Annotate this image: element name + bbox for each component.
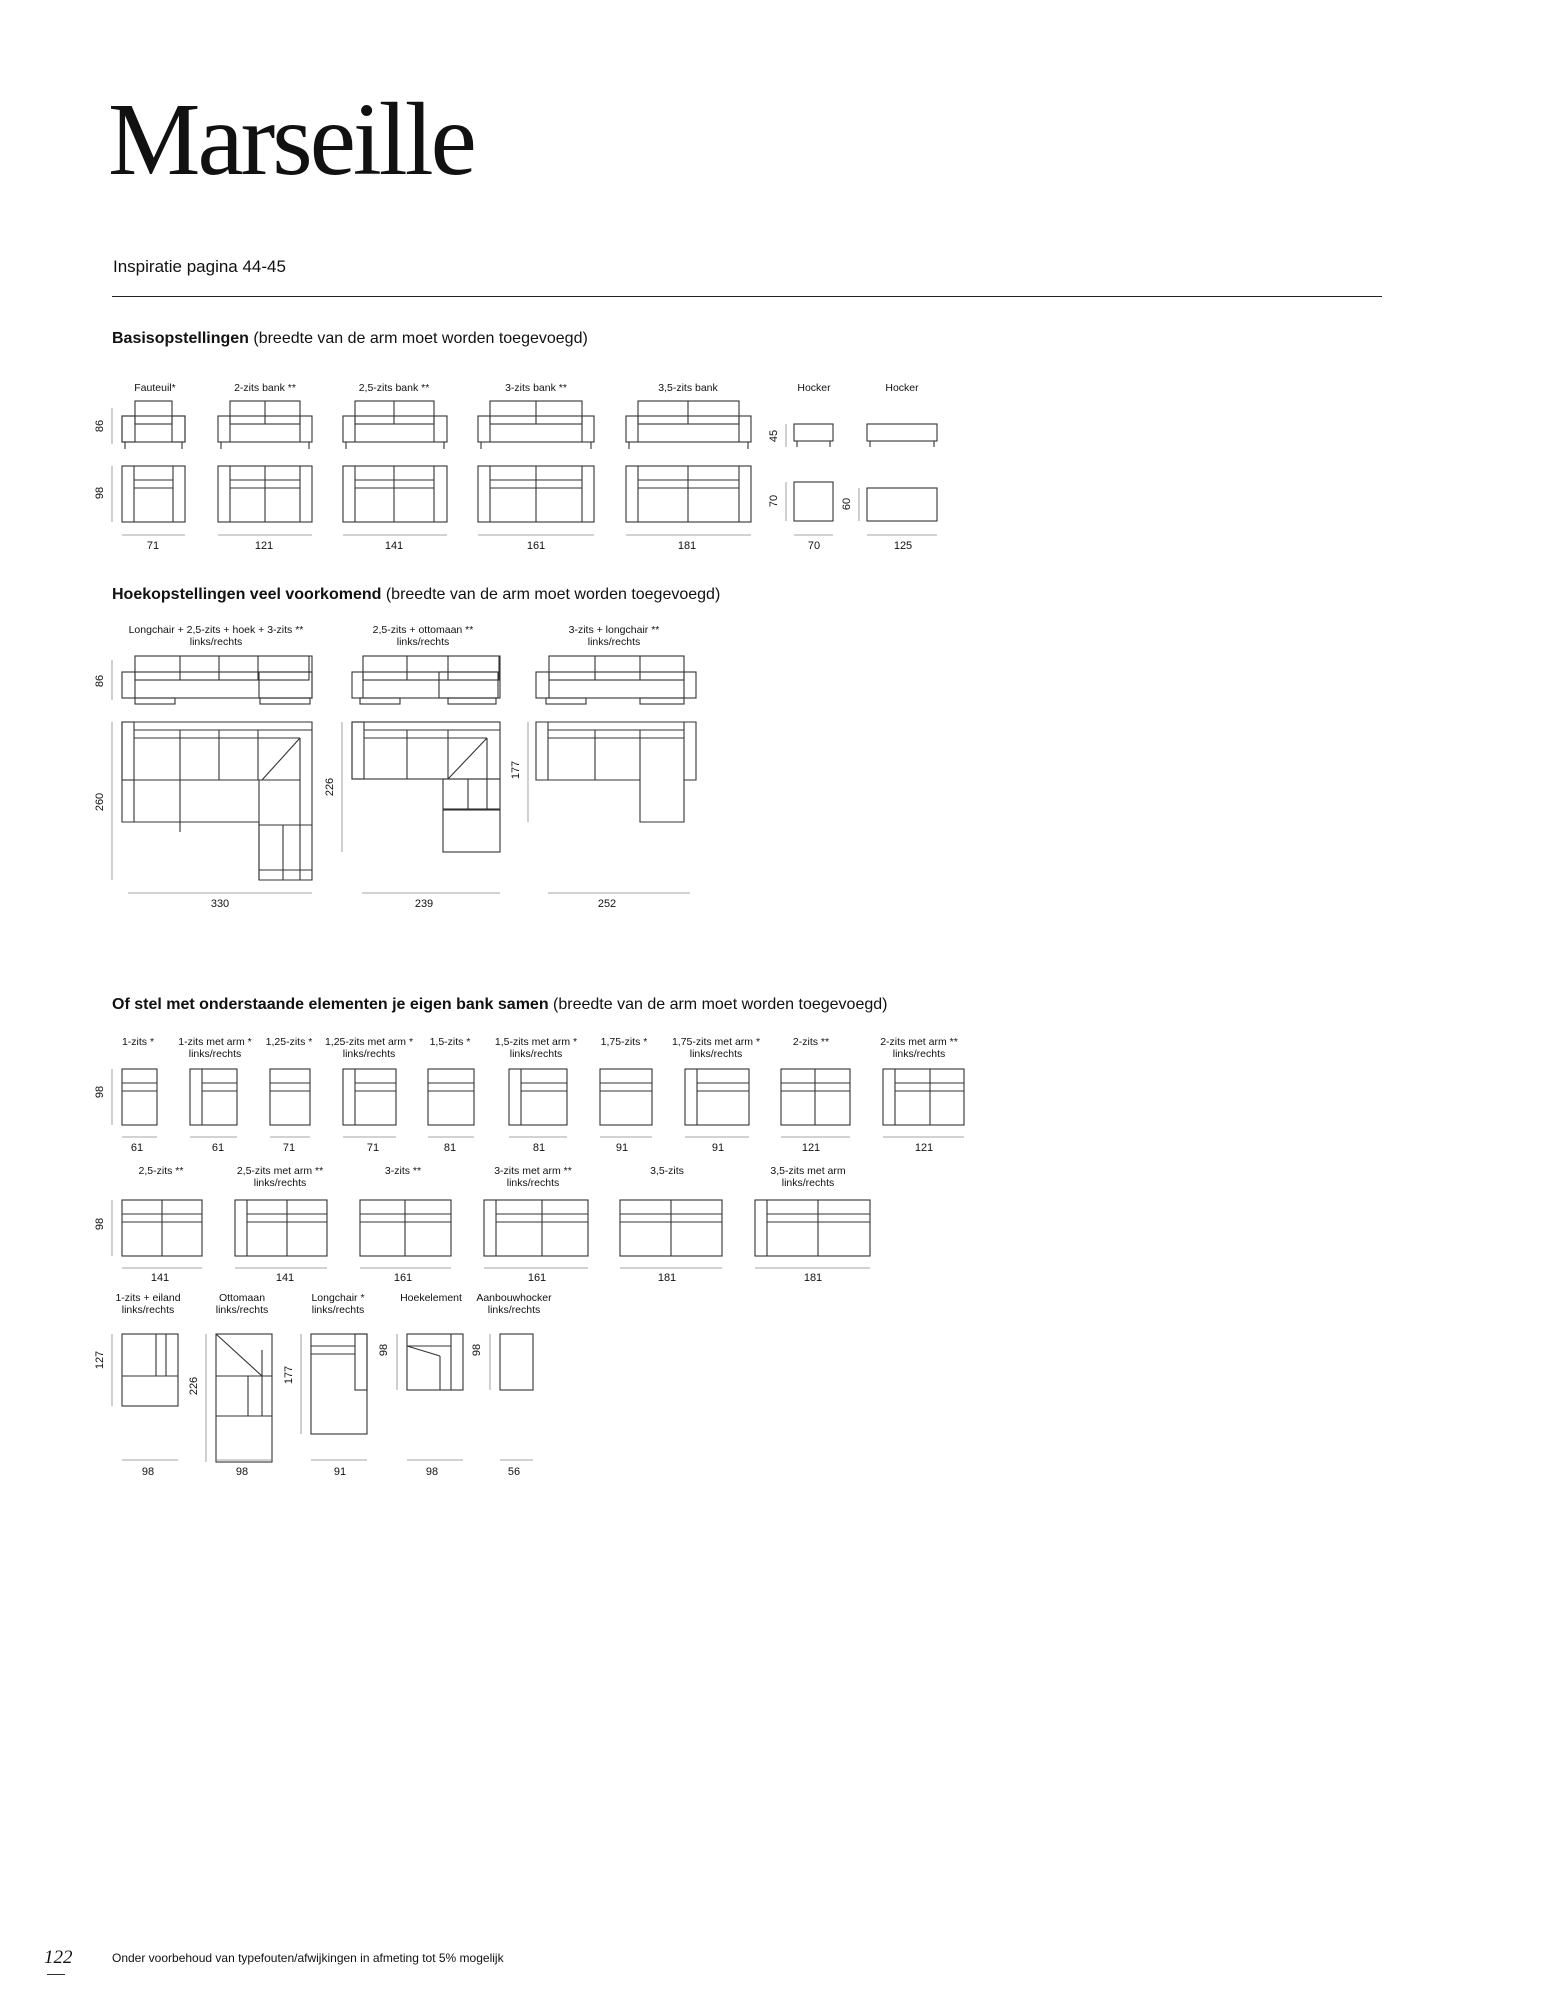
basis-label: Fauteuil*: [134, 382, 176, 394]
element-label: Ottomaan links/rechts: [215, 1292, 269, 1316]
element-label: 1-zits + eiland links/rechts: [115, 1292, 181, 1316]
width-dimension: 121: [801, 1142, 821, 1154]
width-dimension: 121: [254, 540, 274, 552]
aanbouwhocker-drawing: [500, 1334, 533, 1390]
hoek1-front-drawing: [122, 656, 312, 704]
2zits-top-drawing: [218, 466, 312, 522]
element-label: 2,5-zits met arm ** links/rechts: [236, 1165, 324, 1189]
hoek-dimension-lines: [112, 660, 690, 893]
175zits-arm-drawing: [685, 1069, 749, 1125]
basis-dimension-lines: [112, 408, 937, 535]
hoek2-front-drawing: [352, 656, 500, 704]
depth-dimension: 177: [510, 760, 522, 780]
hocker-small-drawing: [794, 424, 833, 521]
25zits-element-drawing: [122, 1200, 202, 1256]
depth-dimension: 98: [378, 1343, 390, 1357]
row3-dimension-lines: [112, 1334, 533, 1462]
hoek2-top-drawing: [352, 722, 500, 852]
35zits-arm-element-drawing: [755, 1200, 870, 1256]
hoek3-top-drawing: [536, 722, 696, 822]
width-dimension: 161: [526, 540, 546, 552]
hoekelement-drawing: [407, 1334, 463, 1390]
page-title: Marseille: [108, 82, 474, 197]
width-dimension: 71: [366, 1142, 380, 1154]
basis-label: Hocker: [797, 382, 831, 394]
width-dimension: 161: [527, 1272, 547, 1284]
hoek-drawings: [112, 656, 696, 893]
width-dimension: 141: [384, 540, 404, 552]
35zits-element-drawing: [620, 1200, 722, 1256]
2zits-arm-element-drawing: [883, 1069, 964, 1125]
element-label: 2-zits **: [792, 1036, 830, 1048]
basis-label: 3-zits bank **: [505, 382, 567, 394]
width-dimension: 98: [235, 1466, 249, 1478]
15zits-drawing: [428, 1069, 474, 1125]
width-dimension: 161: [393, 1272, 413, 1284]
depth-dimension: 127: [94, 1350, 106, 1370]
1zits-drawing: [122, 1069, 157, 1125]
width-dimension: 239: [414, 898, 434, 910]
element-row2-drawings: [112, 1200, 870, 1268]
175zits-drawing: [600, 1069, 652, 1125]
depth-dimension: 260: [94, 792, 106, 812]
3zits-front-drawing: [478, 401, 594, 449]
element-row3-drawings: [112, 1334, 533, 1462]
width-dimension: 141: [150, 1272, 170, 1284]
width-dimension: 181: [803, 1272, 823, 1284]
width-dimension: 61: [130, 1142, 144, 1154]
3zits-arm-element-drawing: [484, 1200, 588, 1256]
basis-label: 2-zits bank **: [234, 382, 296, 394]
element-label: 1,5-zits met arm * links/rechts: [494, 1036, 578, 1060]
width-dimension: 125: [893, 540, 913, 552]
2zits-element-drawing: [781, 1069, 850, 1125]
element-label: 1-zits met arm * links/rechts: [178, 1036, 252, 1060]
element-label: Hoekelement: [400, 1292, 462, 1304]
row1-dimension-lines: [112, 1069, 964, 1137]
fauteuil-front-drawing: [122, 401, 185, 449]
element-label: Longchair * links/rechts: [311, 1292, 365, 1316]
width-dimension: 141: [275, 1272, 295, 1284]
depth-dimension: 226: [188, 1376, 200, 1396]
row2-dimension-lines: [112, 1200, 870, 1268]
width-dimension: 98: [141, 1466, 155, 1478]
width-dimension: 71: [146, 540, 160, 552]
element-label: 3,5-zits: [650, 1165, 684, 1177]
depth-dimension: 98: [94, 1217, 106, 1231]
element-label: 1,5-zits *: [429, 1036, 471, 1048]
35zits-front-drawing: [626, 401, 751, 449]
width-dimension: 81: [532, 1142, 546, 1154]
depth-dimension: 98: [471, 1343, 483, 1357]
width-dimension: 61: [211, 1142, 225, 1154]
basis-label: 2,5-zits bank **: [358, 382, 430, 394]
hoek-label: Longchair + 2,5-zits + hoek + 3-zits ** links/rechts: [128, 624, 304, 648]
longchair-drawing: [311, 1334, 367, 1434]
width-dimension: 330: [210, 898, 230, 910]
hocker-depth-dimension: 70: [768, 494, 780, 508]
element-label: 1-zits *: [121, 1036, 155, 1048]
section-basis-title: Basisopstellingen (breedte van de arm moet worden toegevoegd): [112, 330, 588, 347]
35zits-top-drawing: [626, 466, 751, 522]
width-dimension: 181: [677, 540, 697, 552]
depth-dimension: 98: [94, 1085, 106, 1099]
basis-label: 3,5-zits bank: [658, 382, 718, 394]
element-label: 2-zits met arm ** links/rechts: [880, 1036, 958, 1060]
hoek-label: 2,5-zits + ottomaan ** links/rechts: [372, 624, 474, 648]
width-dimension: 71: [282, 1142, 296, 1154]
125zits-arm-drawing: [343, 1069, 396, 1125]
width-dimension: 70: [807, 540, 821, 552]
hoek-label: 3-zits + longchair ** links/rechts: [568, 624, 660, 648]
footnote: Onder voorbehoud van typefouten/afwijkingen in afmeting tot 5% mogelijk: [112, 1951, 504, 1965]
depth-dimension: 98: [94, 486, 106, 500]
fauteuil-top-drawing: [122, 466, 185, 522]
element-label: 2,5-zits **: [138, 1165, 184, 1177]
width-dimension: 91: [333, 1466, 347, 1478]
hocker-height-dimension: 45: [768, 429, 780, 443]
element-label: 1,75-zits *: [600, 1036, 648, 1048]
width-dimension: 181: [657, 1272, 677, 1284]
1zits-arm-drawing: [190, 1069, 237, 1125]
ottomaan-drawing: [216, 1334, 272, 1462]
inspiration-reference: Inspiratie pagina 44-45: [113, 257, 286, 276]
element-label: 1,75-zits met arm * links/rechts: [671, 1036, 761, 1060]
25zits-arm-element-drawing: [235, 1200, 327, 1256]
element-label: 3-zits met arm ** links/rechts: [494, 1165, 572, 1189]
hocker-depth-dimension: 60: [841, 497, 853, 511]
125zits-drawing: [270, 1069, 310, 1125]
element-label: 1,25-zits met arm * links/rechts: [324, 1036, 414, 1060]
element-row1-drawings: [112, 1069, 964, 1137]
section-eigen-title: Of stel met onderstaande elementen je eigen bank samen (breedte van de arm moet worden toegevoegd): [112, 996, 888, 1013]
25zits-front-drawing: [343, 401, 447, 449]
3zits-top-drawing: [478, 466, 594, 522]
height-dimension: 86: [94, 674, 106, 688]
element-label: Aanbouwhocker links/rechts: [476, 1292, 552, 1316]
width-dimension: 81: [443, 1142, 457, 1154]
hoek1-top-drawing: [122, 722, 312, 880]
element-label: 3,5-zits met arm links/rechts: [770, 1165, 846, 1189]
width-dimension: 56: [507, 1466, 521, 1478]
2zits-front-drawing: [218, 401, 312, 449]
page-number-underline: [47, 1974, 65, 1975]
hocker-large-drawing: [867, 424, 937, 521]
basis-drawings: [112, 401, 937, 535]
page-number: 122: [44, 1947, 73, 1968]
basis-label: Hocker: [885, 382, 919, 394]
hoek3-front-drawing: [536, 656, 696, 704]
15zits-arm-drawing: [509, 1069, 567, 1125]
width-dimension: 121: [914, 1142, 934, 1154]
section-hoek-title: Hoekopstellingen veel voorkomend (breedte van de arm moet worden toegevoegd): [112, 586, 721, 603]
1zits-eiland-drawing: [122, 1334, 178, 1406]
width-dimension: 252: [597, 898, 617, 910]
element-label: 1,25-zits *: [265, 1036, 313, 1048]
3zits-element-drawing: [360, 1200, 451, 1256]
height-dimension: 86: [94, 419, 106, 433]
depth-dimension: 226: [324, 777, 336, 797]
width-dimension: 98: [425, 1466, 439, 1478]
element-label: 3-zits **: [384, 1165, 422, 1177]
25zits-top-drawing: [343, 466, 447, 522]
width-dimension: 91: [615, 1142, 629, 1154]
depth-dimension: 177: [283, 1365, 295, 1385]
width-dimension: 91: [711, 1142, 725, 1154]
